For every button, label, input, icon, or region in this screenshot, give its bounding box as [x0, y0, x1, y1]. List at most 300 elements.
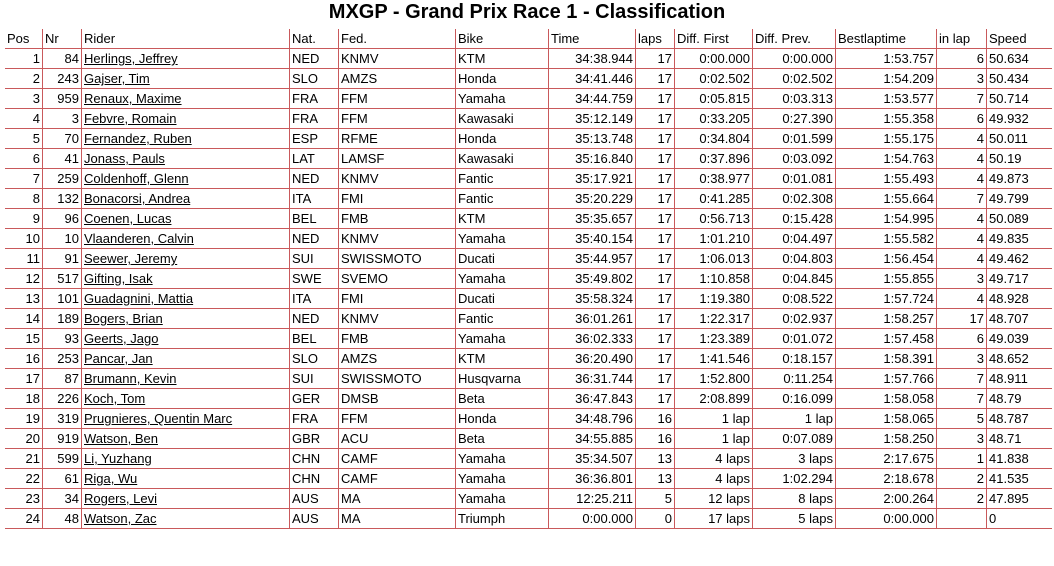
cell-laps: 16 [635, 409, 674, 429]
cell-best: 1:55.175 [835, 129, 936, 149]
cell-nat: SUI [289, 369, 338, 389]
table-row [5, 369, 1052, 389]
cell-best: 1:54.995 [835, 209, 936, 229]
cell-diff-prev: 3 laps [752, 449, 835, 469]
cell-in-lap: 7 [936, 189, 986, 209]
cell-fed: CAMF [338, 469, 455, 489]
cell-diff-prev: 0:01.599 [752, 129, 835, 149]
cell-bike: Ducati [455, 289, 548, 309]
cell-rider [81, 509, 289, 529]
cell-nr: 70 [42, 129, 81, 149]
cell-nr: 599 [42, 449, 81, 469]
cell-bike: Beta [455, 429, 548, 449]
cell-speed: 49.717 [986, 269, 1052, 289]
cell-diff-first: 1:23.389 [674, 329, 752, 349]
cell-best: 1:58.058 [835, 389, 936, 409]
cell-best: 1:55.664 [835, 189, 936, 209]
cell-diff-first: 0:37.896 [674, 149, 752, 169]
cell-fed: KNMV [338, 49, 455, 69]
cell-nr: 84 [42, 49, 81, 69]
cell-nr: 96 [42, 209, 81, 229]
cell-in-lap [936, 509, 986, 529]
cell-best: 1:53.757 [835, 49, 936, 69]
cell-speed: 49.039 [986, 329, 1052, 349]
rider-link[interactable]: Gajser, Tim [84, 71, 150, 86]
cell-best: 1:55.358 [835, 109, 936, 129]
cell-speed: 48.787 [986, 409, 1052, 429]
table-row [5, 429, 1052, 449]
cell-time: 34:44.759 [548, 89, 635, 109]
rider-link[interactable]: Watson, Zac [84, 511, 157, 526]
cell-nr: 253 [42, 349, 81, 369]
cell-in-lap: 4 [936, 129, 986, 149]
cell-fed: KNMV [338, 309, 455, 329]
cell-pos: 20 [5, 429, 42, 449]
cell-nat: NED [289, 229, 338, 249]
cell-speed: 47.895 [986, 489, 1052, 509]
cell-in-lap: 4 [936, 249, 986, 269]
column-header-pos: Pos [5, 29, 42, 49]
cell-bike: Honda [455, 409, 548, 429]
cell-diff-first: 0:00.000 [674, 49, 752, 69]
cell-in-lap: 4 [936, 149, 986, 169]
table-row [5, 89, 1052, 109]
cell-diff-first: 1:52.800 [674, 369, 752, 389]
cell-nr: 959 [42, 89, 81, 109]
cell-fed: ACU [338, 429, 455, 449]
cell-diff-prev: 0:02.308 [752, 189, 835, 209]
cell-nr: 319 [42, 409, 81, 429]
cell-speed: 48.911 [986, 369, 1052, 389]
cell-pos: 15 [5, 329, 42, 349]
cell-rider [81, 169, 289, 189]
cell-fed: FFM [338, 109, 455, 129]
cell-best: 1:55.493 [835, 169, 936, 189]
cell-nat: ITA [289, 189, 338, 209]
cell-speed: 50.434 [986, 69, 1052, 89]
cell-pos: 19 [5, 409, 42, 429]
cell-diff-first: 0:33.205 [674, 109, 752, 129]
cell-time: 35:34.507 [548, 449, 635, 469]
rider-link[interactable]: Herlings, Jeffrey [84, 51, 178, 66]
table-row [5, 249, 1052, 269]
cell-diff-prev: 0:15.428 [752, 209, 835, 229]
cell-nat: BEL [289, 209, 338, 229]
cell-time: 12:25.211 [548, 489, 635, 509]
cell-nat: CHN [289, 469, 338, 489]
cell-bike: Honda [455, 129, 548, 149]
cell-diff-prev: 0:27.390 [752, 109, 835, 129]
cell-speed: 41.838 [986, 449, 1052, 469]
cell-fed: SWISSMOTO [338, 369, 455, 389]
cell-bike: Yamaha [455, 469, 548, 489]
table-row [5, 169, 1052, 189]
rider-link[interactable]: Geerts, Jago [84, 331, 159, 346]
column-header-diff-first: Diff. First [674, 29, 752, 49]
cell-rider [81, 409, 289, 429]
cell-nr: 101 [42, 289, 81, 309]
cell-nat: ITA [289, 289, 338, 309]
column-header-fed: Fed. [338, 29, 455, 49]
cell-nat: SUI [289, 249, 338, 269]
rider-link[interactable]: Guadagnini, Mattia [84, 291, 194, 306]
cell-nr: 10 [42, 229, 81, 249]
cell-rider [81, 449, 289, 469]
cell-speed: 49.799 [986, 189, 1052, 209]
cell-bike: Yamaha [455, 449, 548, 469]
cell-fed: FMI [338, 189, 455, 209]
rider-link[interactable]: Gifting, Isak [84, 271, 153, 286]
cell-nat: SLO [289, 349, 338, 369]
cell-diff-prev: 0:08.522 [752, 289, 835, 309]
cell-laps: 17 [635, 189, 674, 209]
cell-best: 2:00.264 [835, 489, 936, 509]
cell-nr: 34 [42, 489, 81, 509]
cell-time: 36:36.801 [548, 469, 635, 489]
column-header-rider: Rider [81, 29, 289, 49]
rider-link[interactable]: Bonacorsi, Andrea [84, 191, 191, 206]
table-row [5, 269, 1052, 289]
cell-diff-prev: 0:03.092 [752, 149, 835, 169]
cell-bike: Triumph [455, 509, 548, 529]
cell-pos: 23 [5, 489, 42, 509]
cell-rider [81, 189, 289, 209]
cell-laps: 17 [635, 249, 674, 269]
cell-speed: 48.79 [986, 389, 1052, 409]
cell-speed: 49.932 [986, 109, 1052, 129]
cell-fed: AMZS [338, 349, 455, 369]
cell-best: 1:58.257 [835, 309, 936, 329]
table-row [5, 209, 1052, 229]
cell-laps: 17 [635, 109, 674, 129]
cell-bike: Kawasaki [455, 149, 548, 169]
cell-speed: 50.011 [986, 129, 1052, 149]
cell-best: 1:54.763 [835, 149, 936, 169]
cell-speed: 49.462 [986, 249, 1052, 269]
column-header-speed: Speed [986, 29, 1052, 49]
cell-laps: 17 [635, 149, 674, 169]
cell-rider [81, 249, 289, 269]
cell-laps: 17 [635, 269, 674, 289]
cell-diff-first: 1 lap [674, 409, 752, 429]
rider-link[interactable]: Febvre, Romain [84, 111, 177, 126]
cell-diff-prev: 0:00.000 [752, 49, 835, 69]
cell-time: 36:47.843 [548, 389, 635, 409]
cell-time: 36:02.333 [548, 329, 635, 349]
table-row [5, 409, 1052, 429]
cell-nat: AUS [289, 509, 338, 529]
cell-nr: 259 [42, 169, 81, 189]
cell-laps: 17 [635, 329, 674, 349]
rider-link[interactable]: Pancar, Jan [84, 351, 153, 366]
cell-fed: MA [338, 509, 455, 529]
cell-diff-prev: 0:07.089 [752, 429, 835, 449]
cell-speed: 49.873 [986, 169, 1052, 189]
cell-pos: 9 [5, 209, 42, 229]
column-header-laps: laps [635, 29, 674, 49]
cell-time: 35:35.657 [548, 209, 635, 229]
cell-laps: 17 [635, 129, 674, 149]
cell-pos: 16 [5, 349, 42, 369]
cell-fed: FFM [338, 89, 455, 109]
table-row [5, 329, 1052, 349]
cell-pos: 3 [5, 89, 42, 109]
cell-laps: 13 [635, 449, 674, 469]
cell-diff-prev: 0:02.937 [752, 309, 835, 329]
cell-time: 35:20.229 [548, 189, 635, 209]
cell-diff-first: 4 laps [674, 469, 752, 489]
cell-nat: FRA [289, 109, 338, 129]
cell-in-lap: 5 [936, 409, 986, 429]
cell-nat: LAT [289, 149, 338, 169]
column-header-bike: Bike [455, 29, 548, 49]
cell-rider [81, 229, 289, 249]
cell-diff-first: 4 laps [674, 449, 752, 469]
cell-rider [81, 329, 289, 349]
cell-nr: 91 [42, 249, 81, 269]
cell-nr: 3 [42, 109, 81, 129]
cell-nat: BEL [289, 329, 338, 349]
cell-bike: Ducati [455, 249, 548, 269]
rider-link[interactable]: Vlaanderen, Calvin [84, 231, 194, 246]
column-header-bestlaptime: Bestlaptime [835, 29, 936, 49]
cell-fed: KNMV [338, 229, 455, 249]
rider-link[interactable]: Coldenhoff, Glenn [84, 171, 189, 186]
cell-bike: Beta [455, 389, 548, 409]
cell-in-lap: 6 [936, 109, 986, 129]
cell-diff-first: 1 lap [674, 429, 752, 449]
cell-speed: 41.535 [986, 469, 1052, 489]
cell-rider [81, 269, 289, 289]
cell-diff-first: 0:41.285 [674, 189, 752, 209]
cell-pos: 21 [5, 449, 42, 469]
cell-laps: 17 [635, 169, 674, 189]
cell-pos: 12 [5, 269, 42, 289]
rider-link[interactable]: Fernandez, Ruben [84, 131, 192, 146]
cell-best: 1:58.250 [835, 429, 936, 449]
cell-fed: SVEMO [338, 269, 455, 289]
rider-link[interactable]: Li, Yuzhang [84, 451, 152, 466]
cell-diff-first: 0:38.977 [674, 169, 752, 189]
cell-nat: NED [289, 49, 338, 69]
cell-pos: 18 [5, 389, 42, 409]
cell-in-lap: 6 [936, 49, 986, 69]
cell-diff-prev: 0:11.254 [752, 369, 835, 389]
cell-diff-prev: 0:04.803 [752, 249, 835, 269]
cell-bike: Yamaha [455, 89, 548, 109]
cell-bike: Yamaha [455, 489, 548, 509]
cell-rider [81, 369, 289, 389]
column-header-nr: Nr [42, 29, 81, 49]
cell-diff-first: 1:41.546 [674, 349, 752, 369]
cell-pos: 10 [5, 229, 42, 249]
cell-speed: 48.71 [986, 429, 1052, 449]
cell-nr: 87 [42, 369, 81, 389]
cell-laps: 13 [635, 469, 674, 489]
cell-rider [81, 429, 289, 449]
cell-pos: 13 [5, 289, 42, 309]
table-row [5, 189, 1052, 209]
cell-nr: 517 [42, 269, 81, 289]
cell-rider [81, 129, 289, 149]
cell-diff-prev: 8 laps [752, 489, 835, 509]
cell-best: 0:00.000 [835, 509, 936, 529]
table-row [5, 389, 1052, 409]
cell-in-lap: 4 [936, 289, 986, 309]
rider-link[interactable]: Riga, Wu [84, 471, 138, 486]
cell-laps: 0 [635, 509, 674, 529]
cell-bike: KTM [455, 209, 548, 229]
cell-rider [81, 349, 289, 369]
cell-fed: KNMV [338, 169, 455, 189]
rider-link[interactable]: Seewer, Jeremy [84, 251, 178, 266]
cell-rider [81, 49, 289, 69]
cell-diff-prev: 0:04.845 [752, 269, 835, 289]
cell-fed: RFME [338, 129, 455, 149]
cell-diff-prev: 0:03.313 [752, 89, 835, 109]
table-row [5, 289, 1052, 309]
cell-in-lap: 4 [936, 169, 986, 189]
cell-speed: 48.707 [986, 309, 1052, 329]
cell-bike: Yamaha [455, 269, 548, 289]
cell-fed: FMI [338, 289, 455, 309]
cell-diff-first: 12 laps [674, 489, 752, 509]
rider-link[interactable]: Jonass, Pauls [84, 151, 165, 166]
cell-time: 34:38.944 [548, 49, 635, 69]
cell-speed: 48.652 [986, 349, 1052, 369]
cell-fed: FMB [338, 329, 455, 349]
cell-pos: 8 [5, 189, 42, 209]
cell-diff-first: 1:01.210 [674, 229, 752, 249]
cell-pos: 22 [5, 469, 42, 489]
cell-speed: 49.835 [986, 229, 1052, 249]
table-row [5, 229, 1052, 249]
cell-bike: Honda [455, 69, 548, 89]
cell-diff-first: 1:19.380 [674, 289, 752, 309]
cell-in-lap: 2 [936, 489, 986, 509]
rider-link[interactable]: Brumann, Kevin [84, 371, 177, 386]
cell-time: 34:55.885 [548, 429, 635, 449]
cell-rider [81, 309, 289, 329]
cell-nat: SWE [289, 269, 338, 289]
cell-diff-first: 17 laps [674, 509, 752, 529]
cell-laps: 17 [635, 309, 674, 329]
cell-nat: GER [289, 389, 338, 409]
cell-fed: SWISSMOTO [338, 249, 455, 269]
cell-nr: 61 [42, 469, 81, 489]
cell-time: 35:58.324 [548, 289, 635, 309]
classification-table [5, 29, 1052, 529]
cell-diff-first: 1:06.013 [674, 249, 752, 269]
rider-link[interactable]: Watson, Ben [84, 431, 158, 446]
cell-time: 36:20.490 [548, 349, 635, 369]
cell-nr: 226 [42, 389, 81, 409]
cell-best: 1:53.577 [835, 89, 936, 109]
table-row [5, 149, 1052, 169]
cell-laps: 17 [635, 69, 674, 89]
cell-nr: 41 [42, 149, 81, 169]
cell-nr: 243 [42, 69, 81, 89]
page-title: MXGP - Grand Prix Race 1 - Classification [328, 1, 726, 23]
cell-fed: FFM [338, 409, 455, 429]
cell-pos: 7 [5, 169, 42, 189]
cell-laps: 17 [635, 89, 674, 109]
table-row [5, 509, 1052, 529]
table-row [5, 489, 1052, 509]
rider-link[interactable]: Coenen, Lucas [84, 211, 172, 226]
table-row [5, 69, 1052, 89]
cell-diff-first: 0:34.804 [674, 129, 752, 149]
cell-nat: FRA [289, 89, 338, 109]
cell-pos: 5 [5, 129, 42, 149]
cell-in-lap: 4 [936, 229, 986, 249]
cell-in-lap: 6 [936, 329, 986, 349]
cell-fed: MA [338, 489, 455, 509]
cell-in-lap: 17 [936, 309, 986, 329]
rider-link[interactable]: Rogers, Levi [84, 491, 157, 506]
cell-best: 2:18.678 [835, 469, 936, 489]
cell-best: 1:56.454 [835, 249, 936, 269]
cell-fed: AMZS [338, 69, 455, 89]
rider-link[interactable]: Koch, Tom [84, 391, 146, 406]
cell-diff-prev: 5 laps [752, 509, 835, 529]
cell-diff-first: 0:05.815 [674, 89, 752, 109]
cell-best: 1:57.766 [835, 369, 936, 389]
cell-laps: 5 [635, 489, 674, 509]
cell-speed: 48.928 [986, 289, 1052, 309]
cell-bike: Yamaha [455, 329, 548, 349]
cell-laps: 17 [635, 209, 674, 229]
cell-diff-prev: 0:02.502 [752, 69, 835, 89]
cell-bike: Fantic [455, 169, 548, 189]
cell-diff-prev: 1:02.294 [752, 469, 835, 489]
cell-diff-prev: 0:16.099 [752, 389, 835, 409]
cell-diff-first: 0:02.502 [674, 69, 752, 89]
cell-rider [81, 209, 289, 229]
rider-link[interactable]: Prugnieres, Quentin Marc [84, 411, 233, 426]
cell-nat: SLO [289, 69, 338, 89]
cell-pos: 6 [5, 149, 42, 169]
cell-in-lap: 7 [936, 369, 986, 389]
cell-bike: Husqvarna [455, 369, 548, 389]
cell-time: 35:12.149 [548, 109, 635, 129]
column-header-nat: Nat. [289, 29, 338, 49]
cell-in-lap: 7 [936, 389, 986, 409]
cell-speed: 50.19 [986, 149, 1052, 169]
cell-bike: KTM [455, 349, 548, 369]
rider-link[interactable]: Bogers, Brian [84, 311, 163, 326]
cell-time: 0:00.000 [548, 509, 635, 529]
cell-time: 35:49.802 [548, 269, 635, 289]
cell-time: 36:31.744 [548, 369, 635, 389]
cell-best: 2:17.675 [835, 449, 936, 469]
cell-nat: GBR [289, 429, 338, 449]
header-row [5, 29, 1052, 49]
cell-time: 36:01.261 [548, 309, 635, 329]
column-header-diff-prev: Diff. Prev. [752, 29, 835, 49]
cell-best: 1:55.582 [835, 229, 936, 249]
cell-laps: 17 [635, 349, 674, 369]
cell-speed: 50.089 [986, 209, 1052, 229]
cell-rider [81, 489, 289, 509]
cell-in-lap: 3 [936, 349, 986, 369]
cell-nr: 919 [42, 429, 81, 449]
cell-nat: NED [289, 309, 338, 329]
table-row [5, 129, 1052, 149]
rider-link[interactable]: Renaux, Maxime [84, 91, 182, 106]
cell-rider [81, 89, 289, 109]
cell-bike: Kawasaki [455, 109, 548, 129]
